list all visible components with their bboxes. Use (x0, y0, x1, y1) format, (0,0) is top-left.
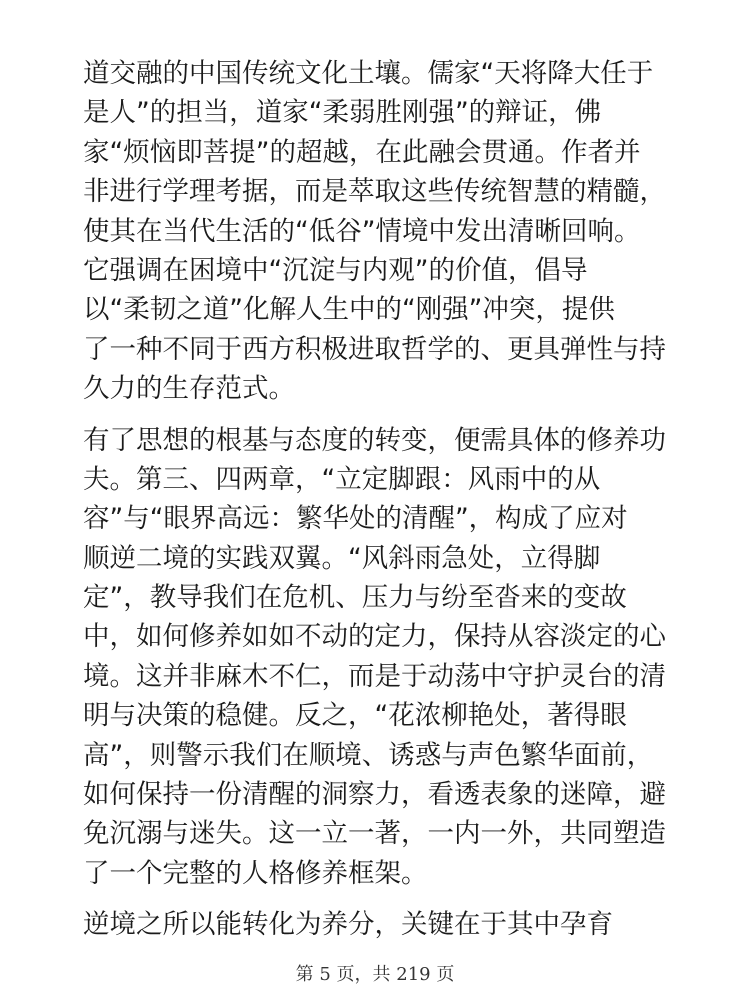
text-line: 久力的生存范式。 (83, 373, 295, 405)
text-line: 定”，教导我们在危机、压力与纷至沓来的变故 (83, 582, 627, 614)
body-text (83, 54, 693, 945)
text-line: 如何保持一份清醒的洞察力，看透表象的迷障，避 (83, 779, 666, 811)
text-line: 容”与“眼界高远：繁华处的清醒”，构成了应对 (83, 503, 628, 535)
text-line: 免沉溺与迷失。这一立一著，一内一外，共同塑造 (83, 818, 666, 850)
page-number-footer: 第 5 页，共 219 页 (295, 964, 455, 985)
text-line: 非进行学理考据，而是萃取这些传统智慧的精髓， (83, 176, 666, 208)
paragraph (83, 421, 693, 894)
paragraph (83, 905, 693, 944)
text-line: 以“柔韧之道”化解人生中的“刚强”冲突，提供 (83, 294, 615, 326)
text-line: 是人”的担当，道家“柔弱胜刚强”的辩证，佛 (83, 97, 602, 129)
text-line: 有了思想的根基与态度的转变，便需具体的修养功 (83, 424, 666, 456)
text-line: 它强调在困境中“沉淀与内观”的价值，倡导 (83, 254, 588, 286)
text-line: 境。这并非麻木不仁，而是于动荡中守护灵台的清 (83, 660, 666, 692)
text-line: 中，如何修养如如不动的定力，保持从容淡定的心 (83, 621, 666, 653)
text-line: 明与决策的稳健。反之，“花浓柳艳处，著得眼 (83, 700, 627, 732)
text-line: 了一个完整的人格修养框架。 (83, 857, 428, 889)
paragraph (83, 54, 693, 409)
text-line: 顺逆二境的实践双翼。“风斜雨急处，立得脚 (83, 542, 601, 574)
text-line: 道交融的中国传统文化土壤。儒家“天将降大任于 (83, 58, 654, 89)
text-line: 高”，则警示我们在顺境、诱惑与声色繁华面前， (83, 739, 654, 771)
text-line: 夫。第三、四两章，“立定脚跟：风雨中的从 (83, 463, 601, 495)
text-line: 了一种不同于西方积极进取哲学的、更具弹性与持 (83, 333, 666, 365)
text-line: 家“烦恼即菩提”的超越，在此融会贯通。作者并 (83, 136, 641, 168)
text-line: 使其在当代生活的“低谷”情境中发出清晰回响。 (83, 215, 641, 247)
text-line: 逆境之所以能转化为养分，关键在于其中孕育 (83, 909, 613, 941)
